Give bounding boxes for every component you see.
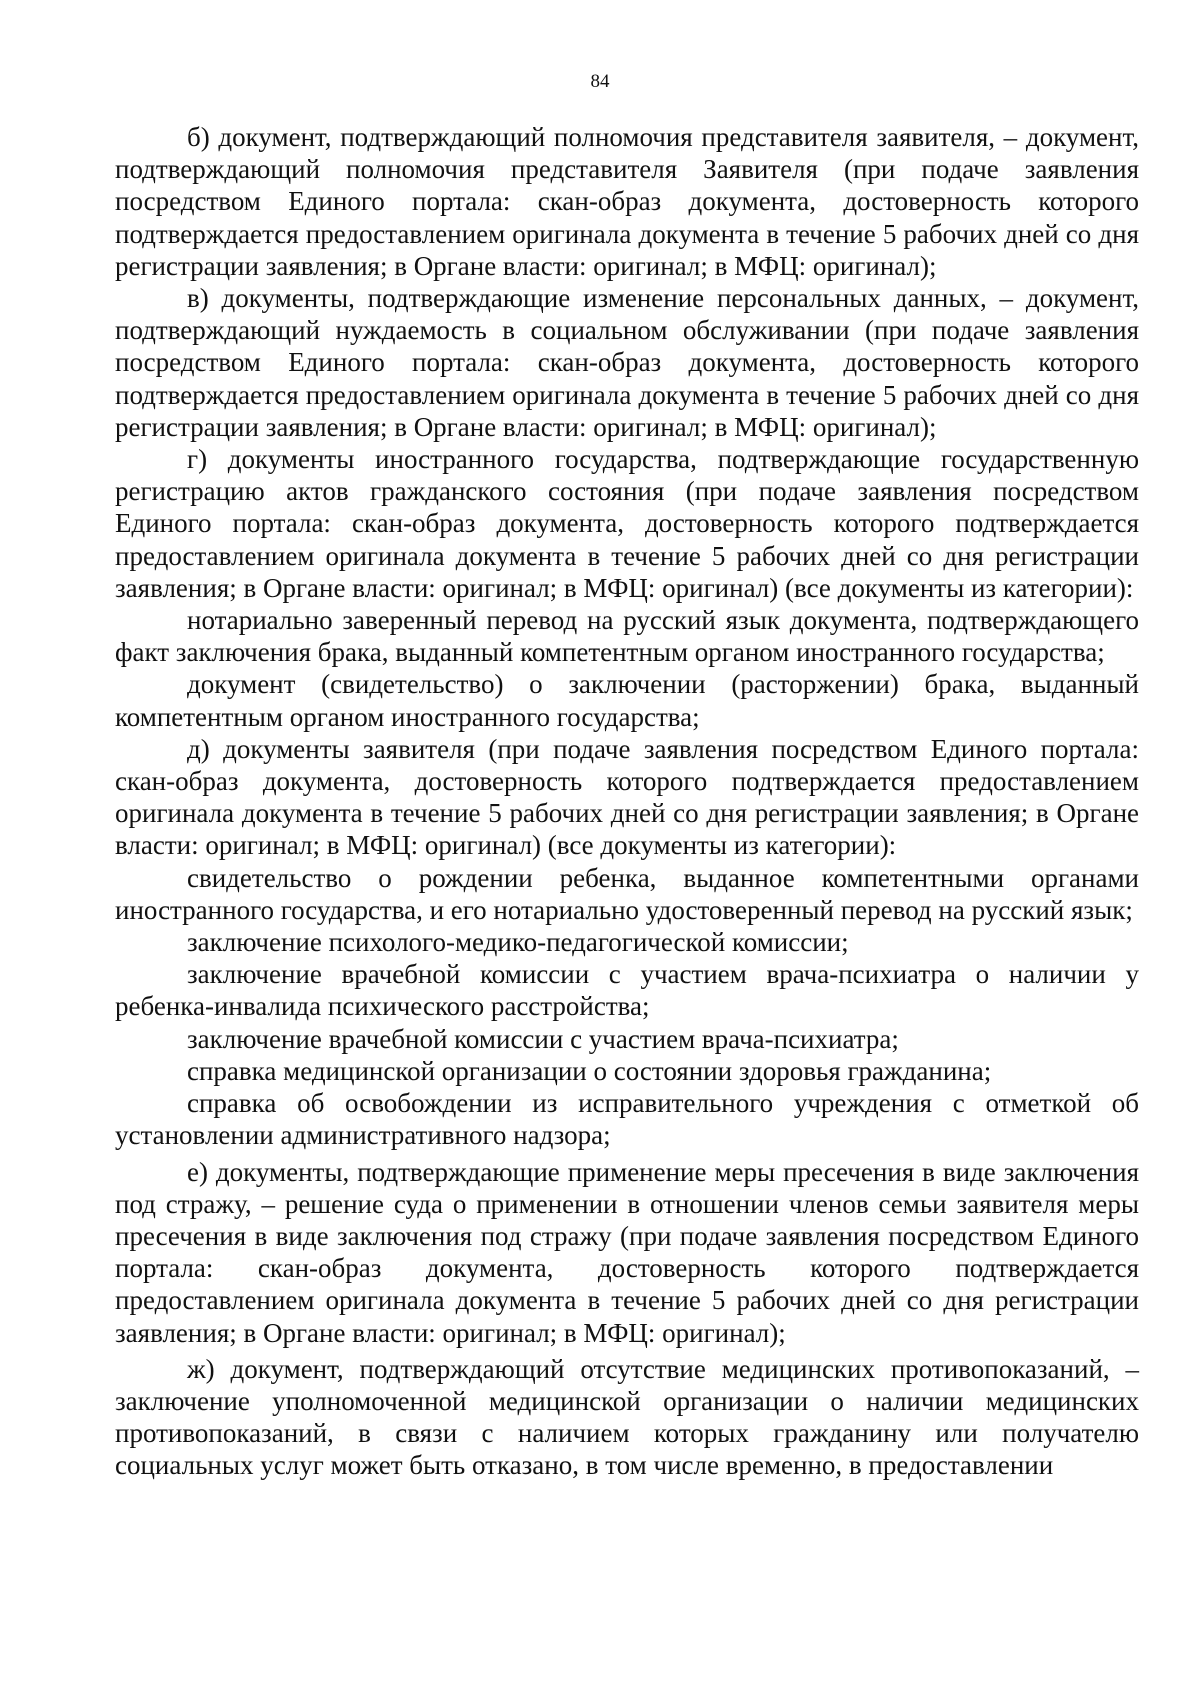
list-item-pmpk-conclusion: заключение психолого-медико-педагогической комиссии; [187, 927, 849, 958]
paragraph-b-representative-authority: б) документ, подтверждающий полномочия представителя заявителя, – документ, подтверждающий полномочия представителя Заявителя (при подаче заявления посредством Единого портала: скан-образ документа, достоверность которого подтверждается предоставлением оригинала документа в течение 5 рабочих дней со дня регистрации заявления; в Органе власти: оригинал; в МФЦ: оригинал); [115, 122, 1139, 281]
document-body [115, 121, 1139, 1482]
list-item-marriage-certificate: документ (свидетельство) о заключении (расторжении) брака, выданный компетентным органом иностранного государства; [115, 669, 1139, 732]
page-number: 84 [590, 71, 610, 92]
list-item-release-certificate: справка об освобождении из исправительного учреждения с отметкой об установлении административного надзора; [115, 1088, 1139, 1151]
paragraph-g-foreign-state-documents: г) документы иностранного государства, подтверждающие государственную регистрацию актов гражданского состояния (при подаче заявления посредством Единого портала: скан-образ документа, достоверность которого подтверждается предоставлением оригинала документа в течение 5 рабочих дней со дня регистрации заявления; в Органе власти: оригинал; в МФЦ: оригинал) (все документы из категории): [115, 444, 1139, 603]
list-item-health-certificate: справка медицинской организации о состоянии здоровья гражданина; [187, 1055, 992, 1086]
paragraph-v-personal-data-change: в) документы, подтверждающие изменение персональных данных, – документ, подтверждающий нуждаемость в социальном обслуживании (при подаче заявления посредством Единого портала: скан-образ документа, достоверность которого подтверждается предоставлением оригинала документа в течение 5 рабочих дней со дня регистрации заявления; в Органе власти: оригинал; в МФЦ: оригинал); [115, 283, 1139, 442]
paragraph-e-custody-measure: е) документы, подтверждающие применение меры пресечения в виде заключения под стражу, – решение суда о применении в отношении членов семьи заявителя меры пресечения в виде заключения под стражу (при подаче заявления посредством Единого портала: скан-образ документа, достоверность которого подтверждается предоставлением оригинала документа в течение 5 рабочих дней со дня регистрации заявления; в Органе власти: оригинал; в МФЦ: оригинал); [115, 1156, 1139, 1348]
paragraph-zh-medical-contraindications: ж) документ, подтверждающий отсутствие медицинских противопоказаний, – заключение уполномоченной медицинской организации о наличии медицинских противопоказаний, в связи с наличием которых гражданину или получателю социальных услуг может быть отказано, в том числе временно, в предоставлении [115, 1353, 1139, 1481]
list-item-marriage-translation: нотариально заверенный перевод на русский язык документа, подтверждающего факт заключения брака, выданный компетентным органом иностранного государства; [115, 605, 1139, 668]
paragraph-d-applicant-documents: д) документы заявителя (при подаче заявления посредством Единого портала: скан-образ документа, достоверность которого подтверждается предоставлением оригинала документа в течение 5 рабочих дней со дня регистрации заявления; в Органе власти: оригинал; в МФЦ: оригинал) (все документы из категории): [115, 733, 1139, 861]
list-item-psychiatrist-commission-conclusion: заключение врачебной комиссии с участием врача-психиатра; [187, 1023, 899, 1054]
list-item-psychiatric-disorder-conclusion: заключение врачебной комиссии с участием врача-психиатра о наличии у ребенка-инвалида психического расстройства; [115, 959, 1139, 1022]
list-item-birth-certificate: свидетельство о рождении ребенка, выданное компетентными органами иностранного государства, и его нотариально удостоверенный перевод на русский язык; [115, 862, 1139, 925]
